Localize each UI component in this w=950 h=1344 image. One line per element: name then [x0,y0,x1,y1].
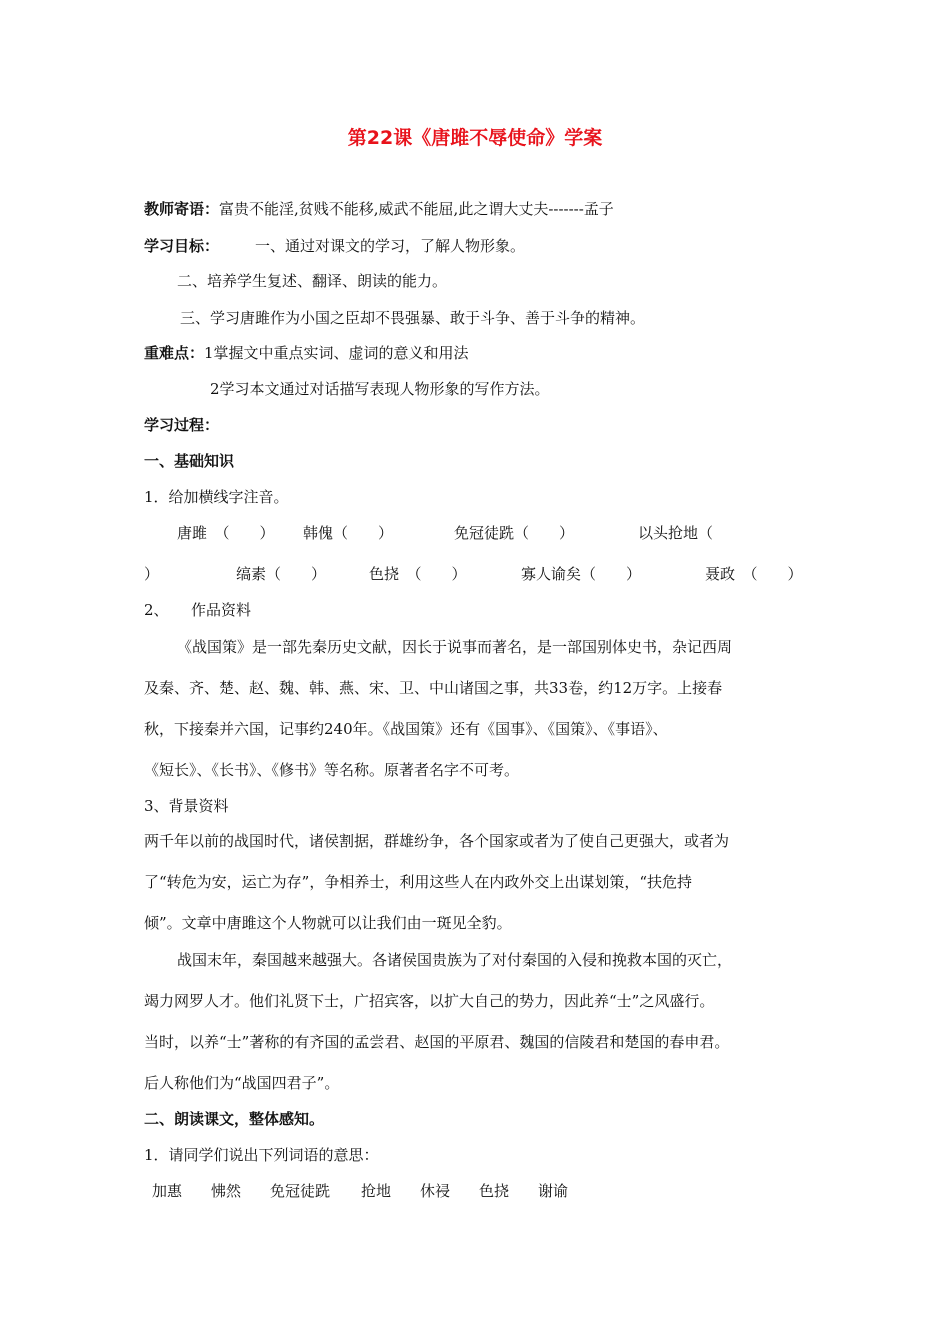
background-line: 了“转危为安，运亡为存”，争相养士，利用这些人在内政外交上出谋划策，“扶危持 [144,873,693,891]
key-point-1: 1掌握文中重点实词、虚词的意义和用法 [204,344,469,362]
vocab-word: 抢地 [361,1182,392,1200]
section1-q2: 2、 作品资料 [144,601,252,619]
page-title: 第22课《唐雎不辱使命》学案 [347,127,603,149]
key-points-label: 重难点： [144,344,205,362]
section1-heading: 一、基础知识 [144,452,235,470]
motto [144,199,614,219]
goal-item-3: 三、学习唐雎作为小国之臣却不畏强暴、敢于斗争、善于斗争的精神。 [180,309,646,327]
goal-item-1: 一、通过对课文的学习，了解人物形象。 [255,237,526,255]
section2-q1: 1．请同学们说出下列词语的意思： [144,1146,379,1164]
section2-heading: 二、朗读课文，整体感知。 [144,1110,325,1128]
section1-q3: 3、背景资料 [144,797,229,815]
phonetic-item: ） [144,565,160,583]
background-line: 两千年以前的战国时代，诸侯割据，群雄纷争，各个国家或者为了使自己更强大，或者为 [144,832,730,850]
phonetic-item: 色挠 （ ） [369,565,467,583]
motto-label: 教师寄语： [144,200,220,218]
works-line: 及秦、齐、楚、赵、魏、韩、燕、宋、卫、中山诸国之事，共33卷，约12万字。上接春 [144,679,723,697]
key-point-2: 2学习本文通过对话描写表现人物形象的写作方法。 [210,380,550,398]
vocab-word: 免冠徒跣 [270,1182,331,1200]
phonetic-item: 免冠徒跣（ ） [454,524,575,542]
background2-line: 竭力网罗人才。他们礼贤下士，广招宾客，以扩大自己的势力，因此养“士”之风盛行。 [144,992,715,1010]
works-line: 《短长》、《长书》、《修书》等名称。原著者名字不可考。 [144,761,520,779]
phonetic-item: 寡人谕矣（ ） [521,565,642,583]
goals-row [144,236,525,256]
background2-line: 战国末年，秦国越来越强大。各诸侯国贵族为了对付秦国的入侵和挽救本国的灭亡， [177,951,733,969]
phonetic-item: 韩傀（ ） [303,524,394,542]
phonetic-item: 唐雎 （ ） [177,524,275,542]
vocab-word: 休祲 [420,1182,451,1200]
phonetic-item: 以头抢地（ [638,524,714,542]
goal-item-2: 二、培养学生复述、翻译、朗读的能力。 [177,272,448,290]
background-line: 倾”。文章中唐雎这个人物就可以让我们由一斑见全豹。 [144,914,512,932]
vocab-word: 谢谕 [538,1182,569,1200]
background2-line: 当时，以养“士”著称的有齐国的孟尝君、赵国的平原君、魏国的信陵君和楚国的春申君。 [144,1033,730,1051]
vocab-word: 加惠 [152,1182,183,1200]
motto-text: 富贵不能淫,贫贱不能移,威武不能屈,此之谓大丈夫-------孟子 [219,200,614,218]
works-line: 秋，下接秦并六国，记事约240年。《战国策》还有《国事》、《国策》、《事语》、 [144,720,668,738]
works-line: 《战国策》是一部先秦历史文献，因长于说事而著名，是一部国别体史书，杂记西周 [177,638,733,656]
vocab-word: 怫然 [211,1182,242,1200]
key-points-row [144,343,469,363]
phonetic-item: 缟素（ ） [236,565,327,583]
goals-label: 学习目标： [144,237,220,255]
background2-line: 后人称他们为“战国四君子”。 [144,1074,340,1092]
phonetic-item: 聂政 （ ） [705,565,803,583]
vocab-word: 色挠 [479,1182,510,1200]
section1-q1: 1．给加横线字注音。 [144,488,289,506]
process-label: 学习过程： [144,416,220,434]
